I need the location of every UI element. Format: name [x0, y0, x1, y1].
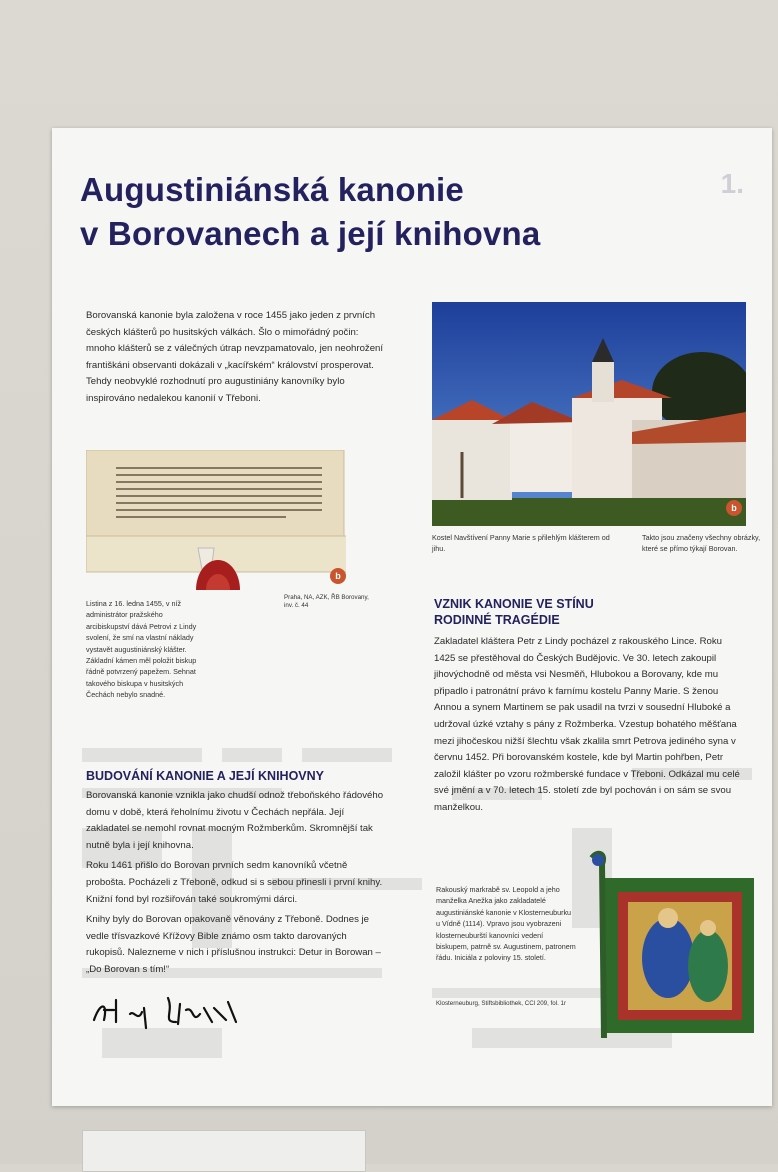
section-building-p3: Knihy byly do Borovan opakovaně věnovány z Třeboně. Dodnes je vedle třísvazkové Křížovy Bible známo osm takto darovaných rukopisů. Nalezneme v nich i příslušnou instrukci: Detur in Borowan – „Do Borovan s tím!“ — [86, 914, 381, 975]
section-building-p1: Borovanská kanonie vznikla jako chudší odnož třeboňského řádového domu v době, která řeholnímu životu v Čechách nepřála. Její zakladatel se nemohl rovnat mocným Rožmberkům. Skromnější tak nutně byla i její knihovna. — [86, 790, 384, 851]
section-founding-heading-line2: RODINNÉ TRAGÉDIE — [434, 613, 560, 627]
section-building-text — [86, 788, 386, 979]
leopold-caption: Rakouský markrabě sv. Leopold a jeho manželka Anežka jako zakladatelé augustiniánské kanonie v Klosterneuburku u Vídně (1114). Vpravo jsou vyobrazeni klosterneuburští kanovníci vedení biskupem, patrně sv. Augustinem, patronem řádu. Iniciála z poloviny 15. století. — [436, 885, 576, 963]
section-building-p2: Roku 1461 přišlo do Borovan prvních sedm kanovníků včetně probošta. Pocházeli z Třeboně, odkud si s sebou přinesli i první knihy. Knižní fond byl rozšiřován také soukromými dárci. — [86, 860, 383, 905]
page-number: 1. — [720, 168, 744, 199]
handwritten-inscription — [90, 992, 260, 1032]
section-building-heading: BUDOVÁNÍ KANONIE A JEJÍ KNIHOVNY — [86, 769, 324, 783]
charter-source: Praha, NA, AZK, ŘB Borovany, inv. č. 44 — [284, 594, 369, 609]
section-founding-text: Zakladatel kláštera Petr z Lindy pocházel z rakouského Lince. Roku 1425 se přestěhoval do Českých Budějovic. Ve 30. letech zakoupil jihovýchodně od města vsi Nesměň, Hlubokou a Borovany, kde mu připadlo i patronátní právo k farnímu kostelu Panny Marie. S ženou Annou a synem Martinem se pak usadil na tvrzi v sousední Hluboké a udržoval úzké vztahy s pány z Rožmberka. Vzestup bohatého měšťana mezi jihočeskou nižší šlechtu však zkalila smrt Petrova jediného syna v červnu 1452. Při borovanském kostele, kde byl Martin pohřben, Petr založil klášter po vzoru rožmberské fundace v Třeboni. Odkázal mu celé své jmění a v 70. letech 15. století zde byl pochován i on sám se svou manželkou. — [434, 636, 740, 813]
charter-image — [86, 450, 346, 590]
borovany-marker-caption: Takto jsou značeny všechny obrázky, které se přímo týkají Borovan. — [642, 533, 761, 554]
photo-borovany-badge: b — [726, 500, 742, 516]
leopold-source: Klosterneuburg, Stiftsbibliothek, CCl 209, fol. 1r — [436, 1000, 567, 1007]
title-line-1: Augustiniánská kanonie — [80, 171, 464, 208]
section-founding-heading-line1: VZNIK KANONIE VE STÍNU — [434, 597, 594, 611]
poster-title — [80, 168, 700, 256]
title-line-2: v Borovanech a její knihovna — [80, 215, 541, 252]
wall-plaque — [82, 1130, 366, 1172]
letter-borovany-badge: b — [330, 568, 346, 584]
section-founding-heading — [434, 596, 744, 628]
church-caption: Kostel Navštívení Panny Marie s přilehlým klášterem od jihu. — [432, 533, 610, 554]
intro-paragraph: Borovanská kanonie byla založena v roce 1455 jako jeden z prvních českých klášterů po husitských válkách. Šlo o mimořádný počin: mnoho klášterů se z válečných útrap nevzpamatovalo, jen neohrožení františkáni observanti dokázali v „kacířském“ království prosperovat. Tehdy neobvyklé rozhodnutí pro augustiniány kanovníky bylo inspirováno nedalekou kanonií v Třeboni. — [86, 310, 384, 404]
illuminated-initial — [588, 848, 758, 1043]
church-photo — [432, 302, 746, 526]
charter-caption: Listina z 16. ledna 1455, v níž administrátor pražského arcibiskupství dává Petrovi z Lindy svolení, že smí na vlastní náklady vystavět augustiniánský klášter. Základní kámen měl položit biskup řádně potvrzený papežem. Sehnat takového biskupa v husitských Čechách nebylo snadné. — [86, 599, 197, 700]
exhibition-poster — [52, 128, 772, 1106]
